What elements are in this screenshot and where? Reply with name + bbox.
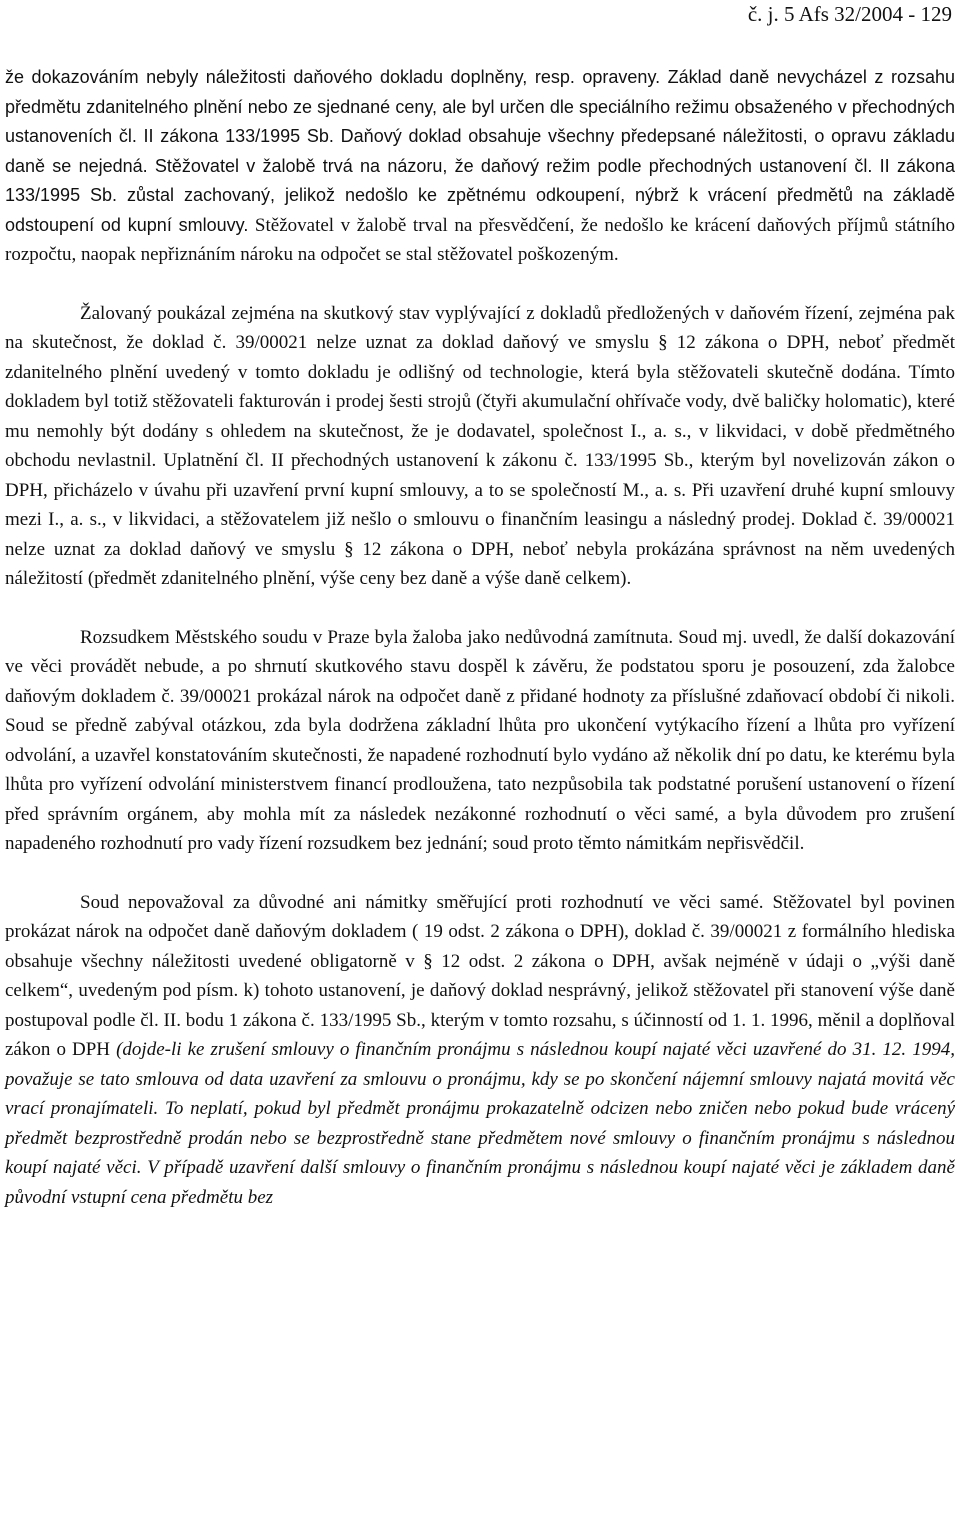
paragraph-1-sans-text: že dokazováním nebyly náležitosti daňového dokladu doplněny, resp. opraveny. Základ daně nevycházel z rozsahu předmětu zdanitelného plnění nebo ze sjednané ceny, ale byl určen dle speciálního režimu obsaženého v přechodných ustanoveních čl. II zákona 133/1995 Sb. Daňový doklad obsahuje všechny předepsané náležitosti, o opravu základu daně se nejedná. Stěžovatel v žalobě trvá na názoru, že daňový režim podle přechodných ustanovení čl. II zákona 133/1995 Sb. zůstal zachovaný, jelikož nedošlo ke zpětnému odkoupení, nýbrž k vrácení předmětů na základě odstoupení od kupní smlouvy. (5, 67, 955, 235)
paragraph-4 (5, 888, 955, 1213)
paragraph-1-serif-text: Stěžovatel v žalobě trval na přesvědčení, že nedošlo ke krácení daňových příjmů státního rozpočtu, naopak nepřiznáním nároku na odpočet se stal stěžovatel poškozeným. (5, 214, 955, 265)
paragraph-3: Rozsudkem Městského soudu v Praze byla žaloba jako nedůvodná zamítnuta. Soud mj. uvedl, že další dokazování ve věci provádět nebude, a po shrnutí skutkového stavu dospěl k závěru, že podstatou sporu je posouzení, zda žalobce daňovým dokladem č. 39/00021 prokázal nárok na odpočet daně z přidané hodnoty za příslušné zdaňovací období či nikoli. Soud se předně zabýval otázkou, zda byla dodržena základní lhůta pro ukončení vytýkacího řízení a lhůta pro vyřízení odvolání, a uzavřel konstatováním skutečnosti, že napadené rozhodnutí bylo vydáno až několik dní po datu, ke kterému byla lhůta pro vyřízení odvolání ministerstvem financí prodloužena, tato nezpůsobila tak podstatné porušení ustanovení o řízení před správním orgánem, aby mohla mít za následek nezákonné rozhodnutí o věci samé, a byla důvodem pro zrušení napadeného rozhodnutí pro vady řízení rozsudkem bez jednání; soud proto těmto námitkám nepřisvědčil. (5, 626, 955, 854)
document-body (5, 63, 955, 1212)
paragraph-4-quoted-provision: (dojde-li ke zrušení smlouvy o finančním pronájmu s následnou koupí najaté věci uzavřené do 31. 12. 1994, považuje se tato smlouva od data uzavření za smlouvu o pronájmu, kdy se po skončení nájemní smlouvy najatá movitá věc vrací pronajímateli. To neplatí, pokud byl předmět pronájmu prokazatelně odcizen nebo zničen nebo pokud bude vrácený předmět bezprostředně prodán nebo se bezprostředně stane předmětem nové smlouvy o finančním pronájmu s následnou koupí najaté věci. V případě uzavření další smlouvy o finančním pronájmu s následnou koupí najaté věci je základem daně původní vstupní cena předmětu bez (5, 1039, 955, 1208)
paragraph-2: Žalovaný poukázal zejména na skutkový stav vyplývající z dokladů předložených v daňovém řízení, zejména pak na skutečnost, že doklad č. 39/00021 nelze uznat za doklad daňový ve smyslu § 12 zákona o DPH, neboť předmět zdanitelného plnění uvedený v tomto dokladu je odlišný od technologie, která byla stěžovateli skutečně dodána. Tímto dokladem byl totiž stěžovateli fakturován i prodej šesti strojů (čtyři akumulační ohřívače vody, dvě baličky holomatic), které mu nemohly být dodány s ohledem na skutečnost, že je dodavatel, společnost I., a. s., v likvidaci, v době předmětného obchodu nevlastnil. Uplatnění čl. II přechodných ustanovení k zákonu č. 133/1995 Sb., kterým byl novelizován zákon o DPH, přicházelo v úvahu při uzavření první kupní smlouvy, a to se společností M., a. s. Při uzavření druhé kupní smlouvy mezi I., a. s., v likvidaci, a stěžovatelem již nešlo o smlouvu o finančním leasingu a následný prodej. Doklad č. 39/00021 nelze uznat za doklad daňový ve smyslu § 12 zákona o DPH, neboť nebyla prokázána správnost na něm uvedených náležitostí (předmět zdanitelného plnění, výše ceny bez daně a výše daně celkem). (5, 302, 955, 589)
case-reference: č. j. 5 Afs 32/2004 - 129 (747, 2, 952, 26)
paragraph-1 (5, 63, 955, 270)
paragraph-4-text: Soud nepovažoval za důvodné ani námitky směřující proti rozhodnutí ve věci samé. Stěžovatel byl povinen prokázat nárok na odpočet daně daňovým dokladem ( 19 odst. 2 zákona o DPH), doklad č. 39/00021 z formálního hlediska obsahuje všechny náležitosti uvedené obligatorně v § 12 odst. 2 zákona o DPH, avšak nejméně v údaji o „výši daně celkem“, uvedeným pod písm. k) tohoto ustanovení, je daňový doklad nesprávný, jelikož stěžovatel při stanovení výše daně postupoval podle čl. II. bodu 1 zákona č. 133/1995 Sb., kterým v tomto rozsahu, s účinností od 1. 1. 1996, měnil a doplňoval zákon o DPH (5, 891, 955, 1060)
